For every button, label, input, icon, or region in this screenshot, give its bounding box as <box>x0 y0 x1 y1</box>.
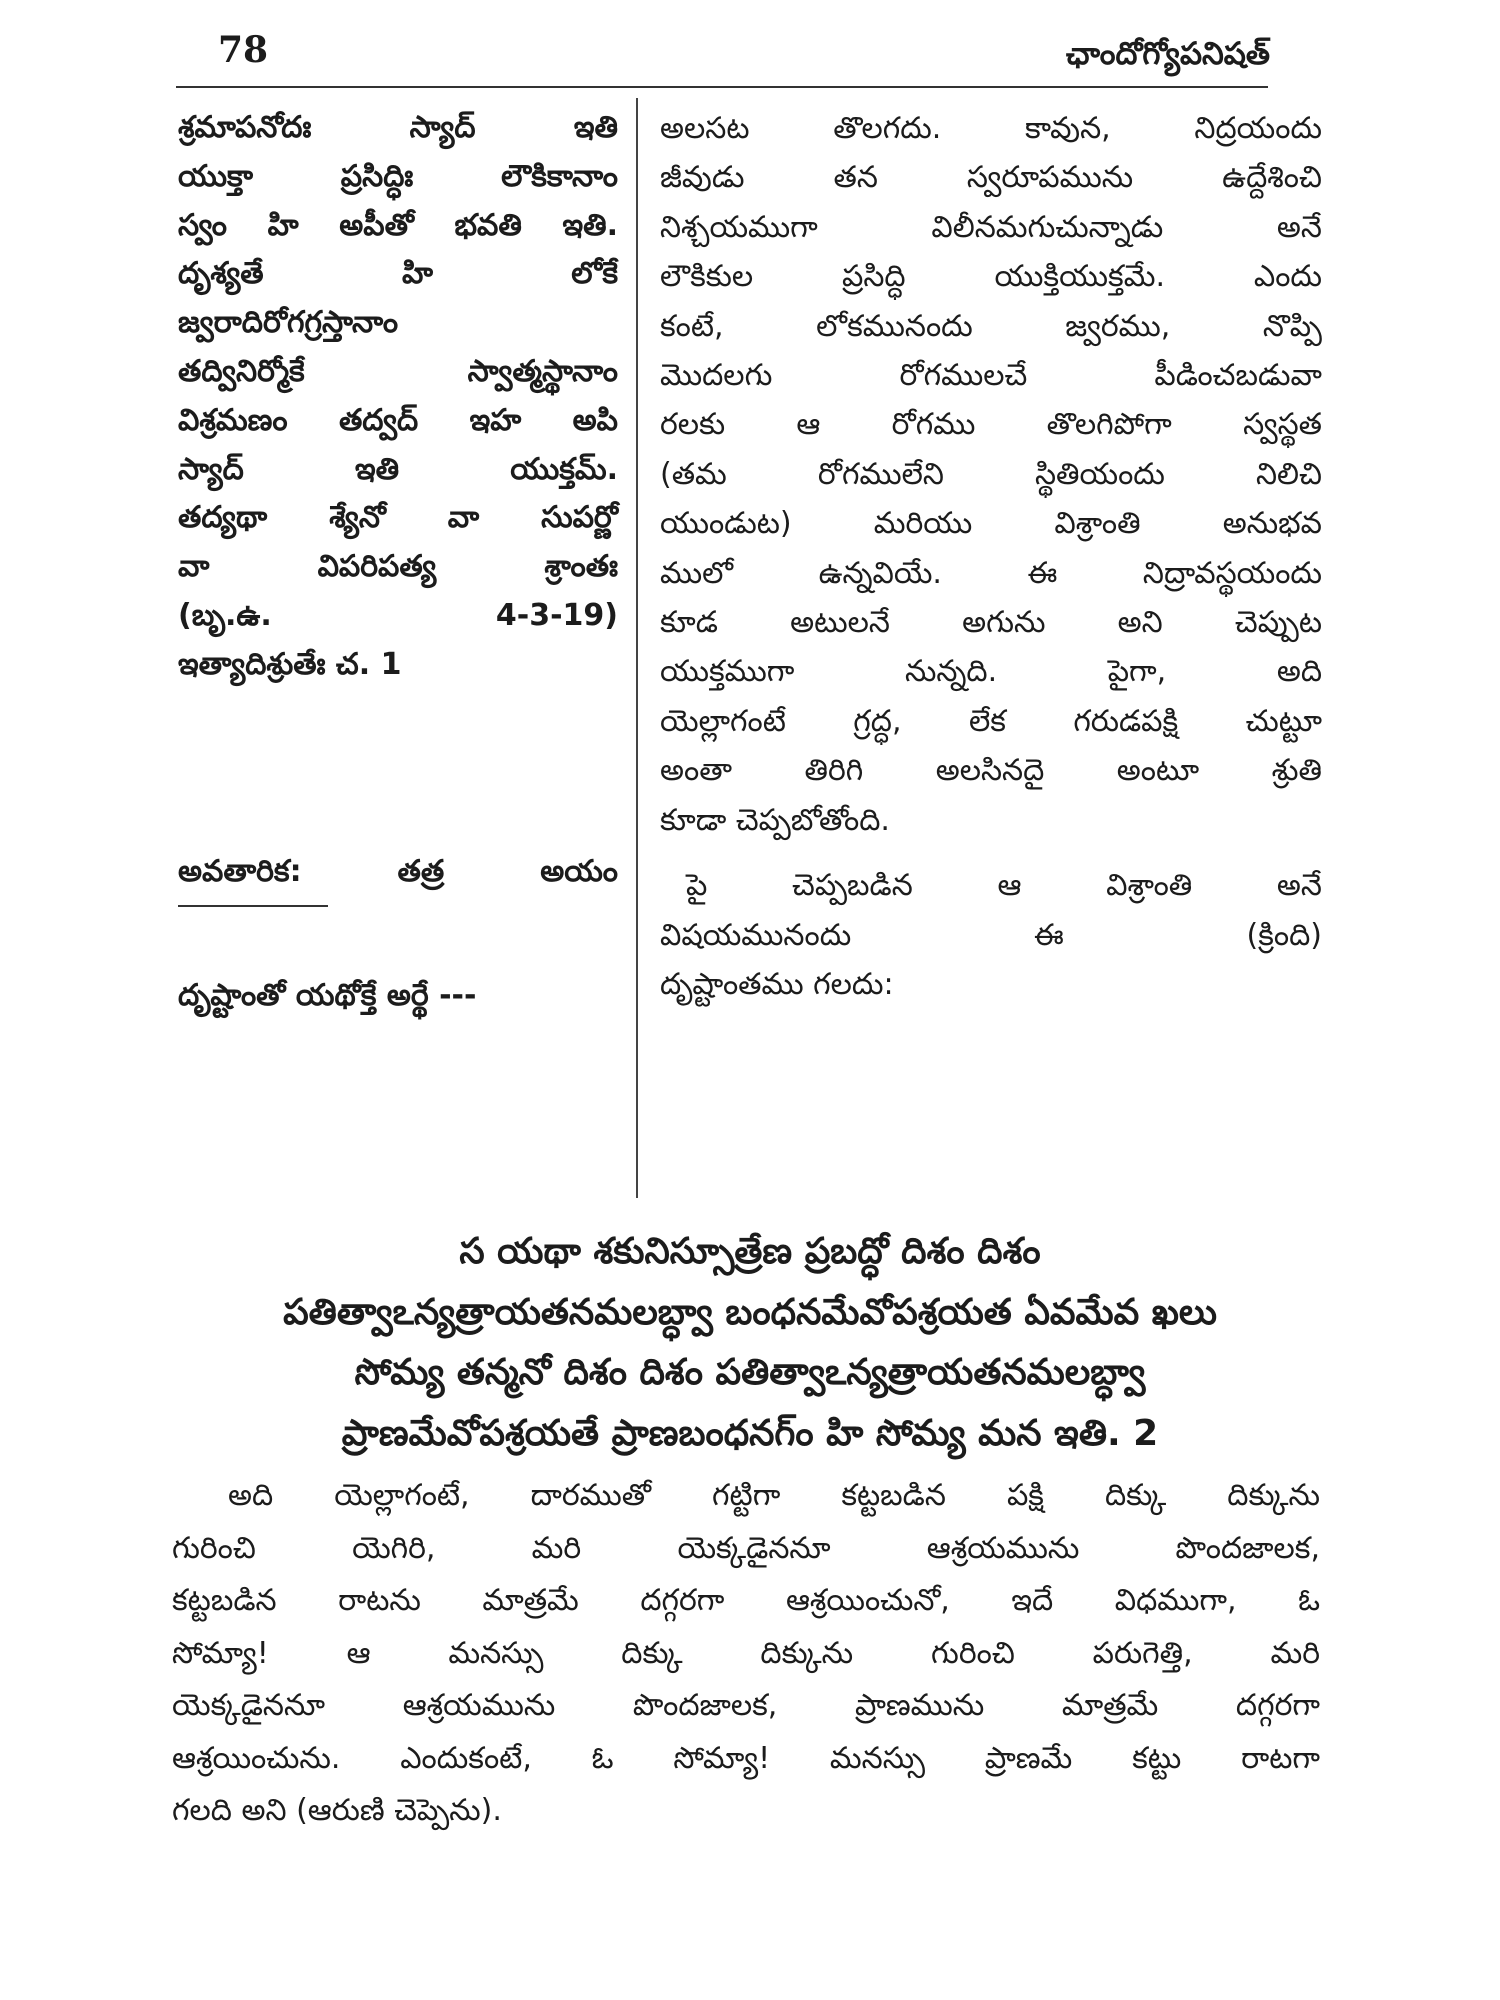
text-line: ములో ఉన్నవియే. ఈ నిద్రావస్థయందు <box>660 555 1322 591</box>
avatarika-label: అవతారిక: <box>178 854 302 889</box>
translation-line: గలది అని (ఆరుణి చెప్పెను). <box>172 1793 502 1828</box>
sanskrit-commentary-column <box>178 104 618 690</box>
commentary-line: జ్వరాదిరోగగ్రస్తానాం <box>178 305 399 341</box>
text-line: పై చెప్పబడిన ఆ విశ్రాంతి అనే <box>686 868 1322 904</box>
commentary-line: ఇత్యాదిశ్రుతేః చ. 1 <box>178 646 402 682</box>
text-line: అలసట తొలగదు. కావున, నిద్రయందు <box>660 111 1322 146</box>
header-rule <box>176 86 1268 88</box>
running-title: ఛాందోగ్యోపనిషత్ <box>1065 36 1270 72</box>
page-number: 78 <box>218 29 269 71</box>
text-line: యుండుట) మరియు విశ్రాంతి అనుభవ <box>660 506 1322 542</box>
column-divider <box>636 98 638 1198</box>
text-line: యెల్లాగంటే గ్రద్ధ, లేక గరుడపక్షి చుట్టూ <box>660 703 1322 739</box>
text-line: నిశ్చయముగా విలీనమగుచున్నాడు అనే <box>660 209 1322 245</box>
text-line: (తమ రోగములేని స్థితియందు నిలిచి <box>660 456 1322 492</box>
commentary-line: తద్వినిర్మోకే స్వాత్మస్థానాం <box>178 353 618 389</box>
commentary-line: యుక్తా ప్రసిద్ధిః లౌకికానాం <box>178 158 618 194</box>
avatarika-word: అయం <box>540 854 618 889</box>
text-line: కంటే, లోకమునందు జ్వరము, నొప్పి <box>660 308 1322 344</box>
avatarika-word: తత్ర <box>397 854 445 889</box>
mantra-verse <box>160 1222 1340 1464</box>
text-line: లౌకికుల ప్రసిద్ధి యుక్తియుక్తమే. ఎందు <box>660 259 1322 295</box>
paragraph <box>660 104 1322 845</box>
translation-line: కట్టబడిన రాటను మాత్రమే దగ్గరగా ఆశ్రయించునో, ఇదే విధముగా, ఓ <box>172 1583 1320 1618</box>
translation-line: ఆశ్రయించును. ఎందుకంటే, ఓ సోమ్యా! మనస్సు ప్రాణమే కట్టు రాటగా <box>172 1740 1320 1776</box>
verse-translation <box>172 1470 1320 1838</box>
commentary-line: స్వం హి అపీతో భవతి ఇతి. <box>178 207 618 243</box>
translation-line: సోమ్యా! ఆ మనస్సు దిక్కు దిక్కును గురించి పరుగెత్తి, మరి <box>172 1635 1320 1671</box>
text-line: మొదలగు రోగములచే పీడించబడువా <box>660 358 1322 394</box>
text-line: కూడ అటులనే అగును అని చెప్పుట <box>660 605 1322 641</box>
translation-line: గురించి యెగిరి, మరి యెక్కడైననూ ఆశ్రయమును పొందజాలక, <box>172 1530 1320 1566</box>
verse-line: సోమ్య తన్మనో దిశం దిశం పతిత్వాఽన్యత్రాయతనమలబ్ధ్వా <box>354 1352 1146 1393</box>
commentary-line: స్యాద్ ఇతి యుక్తమ్. <box>178 451 618 487</box>
translation-line: అది యెల్లాగంటే, దారముతో గట్టిగా కట్టబడిన పక్షి దిక్కు దిక్కును <box>228 1478 1320 1513</box>
drishtanta-line: దృష్టాంతో యథోక్తే అర్థే --- <box>178 978 477 1013</box>
text-line: అంతా తిరిగి అలసినదై అంటూ శ్రుతి <box>660 753 1322 789</box>
commentary-line: తద్యథా శ్యేనో వా సుపర్ణో <box>178 500 618 536</box>
section-rule <box>178 905 328 907</box>
text-line: కూడా చెప్పబోతోంది. <box>660 802 890 838</box>
commentary-line: శ్రమాపనోదః స్యాద్ ఇతి <box>178 110 618 145</box>
telugu-translation-column <box>660 104 1322 1009</box>
paragraph <box>660 861 1322 1009</box>
commentary-line: వా విపరిపత్య శ్రాంతః <box>178 549 618 585</box>
text-line: జీవుడు తన స్వరూపమును ఉద్దేశించి <box>660 160 1322 196</box>
avatarika-line <box>178 848 618 896</box>
commentary-line: (బృ.ఉ. 4-3-19) <box>178 597 618 633</box>
translation-line: యెక్కడైననూ ఆశ్రయమును పొందజాలక, ప్రాణమును మాత్రమే దగ్గరగా <box>172 1688 1320 1723</box>
text-line: విషయమునందు ఈ (క్రింది) <box>660 917 1322 953</box>
text-line: రలకు ఆ రోగము తొలగిపోగా స్వస్థత <box>660 407 1322 443</box>
verse-line: స యథా శకునిస్సూత్రేణ ప్రబద్ధో దిశం దిశం <box>459 1231 1041 1272</box>
text-line: యుక్తముగా నున్నది. పైగా, అది <box>660 654 1322 690</box>
commentary-line: విశ్రమణం తద్వద్ ఇహ అపి <box>178 402 618 438</box>
commentary-line: దృశ్యతే హి లోకే <box>178 256 618 292</box>
verse-line: ప్రాణమేవోపశ్రయతే ప్రాణబంధనగ్ం హి సోమ్య మన ఇతి. 2 <box>341 1412 1159 1454</box>
verse-line: పతిత్వాఽన్యత్రాయతనమలబ్ధ్వా బంధనమేవోపశ్రయత ఏవమేవ ఖలు <box>283 1291 1217 1333</box>
text-line: దృష్టాంతము గలదు: <box>660 966 894 1002</box>
